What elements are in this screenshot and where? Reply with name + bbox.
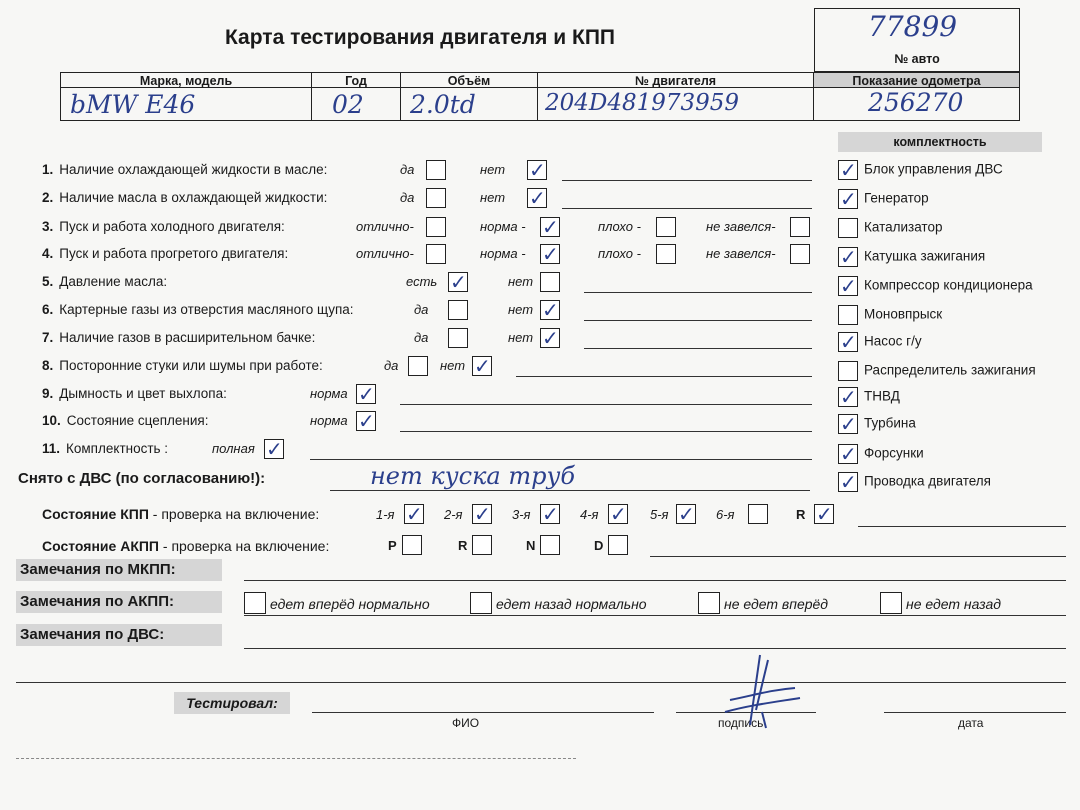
kit-item[interactable] [838,361,1036,381]
option-label: да [414,330,429,345]
check-icon: ✓ [450,270,467,294]
question-text: Комплектность : [66,441,169,456]
option-checkbox[interactable] [790,217,810,237]
answer-line [310,459,812,460]
gear-checkbox[interactable] [540,504,560,524]
kit-item-label: ТНВД [864,388,900,404]
option-label: нет [508,302,534,317]
option-label: да [400,190,415,205]
kit-checkbox[interactable] [838,189,858,209]
question-number: 5. [42,274,54,289]
check-icon: ✓ [840,274,857,298]
question-number: 6. [42,302,54,317]
check-icon: ✓ [840,245,857,269]
divider [311,87,312,121]
akpp-label: Состояние АКПП - проверка на включение: [42,538,330,554]
car-number-label: № авто [894,52,940,66]
kit-item[interactable] [838,387,900,407]
year-value[interactable]: 02 [332,90,364,119]
question-text: Наличие охлаждающей жидкости в масле: [59,162,328,177]
kit-item[interactable] [838,189,929,209]
option-label: да [400,162,415,177]
car-number-value: 77899 [868,10,958,43]
option-label: нет [508,330,534,345]
removed-line [330,490,810,491]
akpp-line [650,556,1066,557]
option-checkbox[interactable] [656,244,676,264]
question-text: Давление масла: [59,274,168,289]
question-number: 3. [42,219,54,234]
kit-item[interactable] [838,247,985,267]
option-checkbox[interactable] [540,244,560,264]
option-label: норма - [480,219,526,234]
option-checkbox[interactable] [426,217,446,237]
mode-label: D [594,538,604,553]
brand-value[interactable]: bMW E46 [70,90,196,119]
question-number: 7. [42,330,54,345]
check-icon: ✓ [358,409,375,433]
option-label: нет [480,190,506,205]
check-icon: ✓ [840,442,857,466]
question-9 [42,386,227,401]
check-icon: ✓ [678,502,695,526]
option-label: отлично- [356,219,414,234]
gear-checkbox[interactable] [814,504,834,524]
check-icon: ✓ [840,187,857,211]
divider [400,87,401,121]
mode-label: R [458,538,468,553]
akpp-remark-label: едет вперёд нормально [270,596,430,612]
kit-checkbox[interactable] [838,332,858,352]
kit-item[interactable] [838,160,1003,180]
answer-line [584,348,812,349]
check-icon: ✓ [529,186,546,210]
option-label: отлично- [356,246,414,261]
question-4 [42,246,288,261]
option-label: да [414,302,429,317]
gear-label: 1-я [376,507,395,522]
akpp-remark-checkbox[interactable] [698,592,720,614]
check-icon: ✓ [406,502,423,526]
question-text: Наличие газов в расширительном бачке: [59,330,316,345]
col-engine: № двигателя [537,72,814,88]
question-text: Дымность и цвет выхлопа: [59,386,227,401]
remarks-dvs-line [244,648,1066,649]
remarks-akpp-line [244,615,1066,616]
check-icon: ✓ [542,242,559,266]
option-label: норма - [480,246,526,261]
kit-title: комплектность [838,132,1042,152]
question-number: 4. [42,246,54,261]
kit-item[interactable] [838,218,942,238]
signature-scribble [700,650,810,730]
question-number: 11. [42,441,61,456]
question-text: Пуск и работа холодного двигателя: [59,219,285,234]
option-checkbox[interactable] [448,272,468,292]
check-icon: ✓ [474,354,491,378]
gear-checkbox[interactable] [404,504,424,524]
col-volume: Объём [400,72,538,88]
option-label: нет [508,274,534,289]
check-icon: ✓ [816,502,833,526]
kit-item-label: Катализатор [864,219,943,235]
kit-item-label: Генератор [864,190,929,206]
option-label: плохо - [598,246,641,261]
option-checkbox[interactable] [448,300,468,320]
option-checkbox[interactable] [540,272,560,292]
remarks-mkpp-line [244,580,1066,581]
option-label: плохо - [598,219,641,234]
question-text: Пуск и работа прогретого двигателя: [59,246,289,261]
remarks-line-2 [16,682,1066,683]
check-icon: ✓ [474,502,491,526]
kit-checkbox[interactable] [838,472,858,492]
gear-label: 4-я [580,507,599,522]
kit-checkbox[interactable] [838,414,858,434]
option-checkbox[interactable] [356,411,376,431]
akpp-remark-checkbox[interactable] [244,592,266,614]
question-text: Состояние сцепления: [66,413,209,428]
question-2 [42,190,327,205]
col-brand: Марка, модель [60,72,312,88]
option-label: не завелся- [706,246,776,261]
remarks-mkpp-label: Замечания по МКПП: [16,559,222,581]
kit-item-label: Компрессор кондиционера [864,277,1033,293]
col-year: Год [311,72,401,88]
gear-checkbox[interactable] [676,504,696,524]
option-checkbox[interactable] [540,217,560,237]
mode-checkbox[interactable] [608,535,628,555]
check-icon: ✓ [266,437,283,461]
option-label: не завелся- [706,219,776,234]
odometer-value[interactable]: 256270 [868,88,964,117]
question-7 [42,330,315,345]
fio-line [312,712,654,713]
option-checkbox[interactable] [356,384,376,404]
date-line [884,712,1066,713]
divider [537,87,538,121]
question-1 [42,162,327,177]
gear-label: 5-я [650,507,669,522]
kit-item[interactable] [838,444,924,464]
check-icon: ✓ [840,385,857,409]
option-checkbox[interactable] [540,300,560,320]
kpp-label: Состояние КПП - проверка на включение: [42,506,320,522]
akpp-remark-label: не едет вперёд [724,596,829,612]
akpp-remark-checkbox[interactable] [880,592,902,614]
kit-checkbox[interactable] [838,160,858,180]
answer-line [516,376,812,377]
option-checkbox[interactable] [426,244,446,264]
option-checkbox[interactable] [426,188,446,208]
kit-checkbox[interactable] [838,387,858,407]
check-icon: ✓ [529,158,546,182]
removed-value[interactable]: нет куска труб [370,462,576,490]
fio-caption: ФИО [452,716,480,730]
check-icon: ✓ [610,502,627,526]
answer-line [584,292,812,293]
kit-item-label: Турбина [864,415,916,431]
kit-item-label: Насос г/у [864,333,922,349]
date-caption: дата [958,716,984,730]
answer-line [584,320,812,321]
akpp-remark-label: едет назад нормально [496,596,647,612]
check-icon: ✓ [542,215,559,239]
bottom-tear-line [16,758,576,759]
kit-checkbox[interactable] [838,361,858,381]
check-icon: ✓ [840,412,857,436]
option-checkbox[interactable] [264,439,284,459]
question-number: 8. [42,358,54,373]
option-label: нет [440,358,466,373]
option-label: нет [480,162,506,177]
question-8 [42,358,323,373]
question-5 [42,274,167,289]
kit-item[interactable] [838,472,991,492]
removed-label: Снято с ДВС (по согласованию!): [18,470,266,487]
question-6 [42,302,354,317]
kit-item[interactable] [838,332,922,352]
question-text: Картерные газы из отверстия масляного щупа: [59,302,354,317]
question-number: 9. [42,386,54,401]
kpp-line [858,526,1066,527]
kit-item[interactable] [838,276,1033,296]
mode-checkbox[interactable] [402,535,422,555]
mode-label: N [526,538,536,553]
gear-label: 6-я [716,507,735,522]
kit-checkbox[interactable] [838,218,858,238]
answer-line [400,431,812,432]
kit-checkbox[interactable] [838,444,858,464]
remarks-dvs-label: Замечания по ДВС: [16,624,222,646]
akpp-remark-label: не едет назад [906,596,1001,612]
option-checkbox[interactable] [540,328,560,348]
answer-line [562,180,812,181]
kit-item-label: Моновпрыск [864,306,943,322]
option-label: норма [310,413,348,428]
tested-by-label: Тестировал: [174,692,290,714]
check-icon: ✓ [542,502,559,526]
option-checkbox[interactable] [448,328,468,348]
col-odometer: Показание одометра [813,72,1020,88]
check-icon: ✓ [840,158,857,182]
kit-item[interactable] [838,305,942,325]
kit-checkbox[interactable] [838,276,858,296]
question-number: 1. [42,162,54,177]
gear-label: R [796,507,806,522]
check-icon: ✓ [358,382,375,406]
kit-item-label: Проводка двигателя [864,473,991,489]
question-10 [42,413,209,428]
kit-item-label: Форсунки [864,445,924,461]
kit-item-label: Катушка зажигания [864,248,986,264]
signature-caption: подпись [718,716,764,730]
option-checkbox[interactable] [790,244,810,264]
option-checkbox[interactable] [527,160,547,180]
question-3 [42,219,285,234]
question-number: 10. [42,413,61,428]
answer-line [562,208,812,209]
option-checkbox[interactable] [472,356,492,376]
question-text: Посторонние стуки или шумы при работе: [59,358,323,373]
kit-checkbox[interactable] [838,247,858,267]
gear-label: 2-я [444,507,463,522]
page-title: Карта тестирования двигателя и КПП [224,26,616,49]
check-icon: ✓ [542,326,559,350]
gear-label: 3-я [512,507,531,522]
option-label: полная [212,441,255,456]
gear-checkbox[interactable] [608,504,628,524]
gear-checkbox[interactable] [748,504,768,524]
check-icon: ✓ [840,470,857,494]
option-checkbox[interactable] [426,160,446,180]
kit-item-label: Блок управления ДВС [864,161,1003,177]
option-label: норма [310,386,348,401]
option-label: да [384,358,399,373]
engine-value[interactable]: 204D481973959 [545,90,740,116]
question-text: Наличие масла в охлаждающей жидкости: [59,190,328,205]
divider [813,87,814,121]
kit-item[interactable] [838,414,916,434]
option-label: есть [406,274,438,289]
check-icon: ✓ [542,298,559,322]
remarks-akpp-label: Замечания по АКПП: [16,591,222,613]
kit-item-label: Распределитель зажигания [864,362,1036,378]
gear-checkbox[interactable] [472,504,492,524]
question-number: 2. [42,190,54,205]
option-checkbox[interactable] [408,356,428,376]
option-checkbox[interactable] [656,217,676,237]
question-11 [42,441,168,456]
check-icon: ✓ [840,330,857,354]
akpp-remark-checkbox[interactable] [470,592,492,614]
mode-label: P [388,538,397,553]
answer-line [400,404,812,405]
kit-checkbox[interactable] [838,305,858,325]
volume-value[interactable]: 2.0td [410,90,476,119]
mode-checkbox[interactable] [472,535,492,555]
option-checkbox[interactable] [527,188,547,208]
mode-checkbox[interactable] [540,535,560,555]
